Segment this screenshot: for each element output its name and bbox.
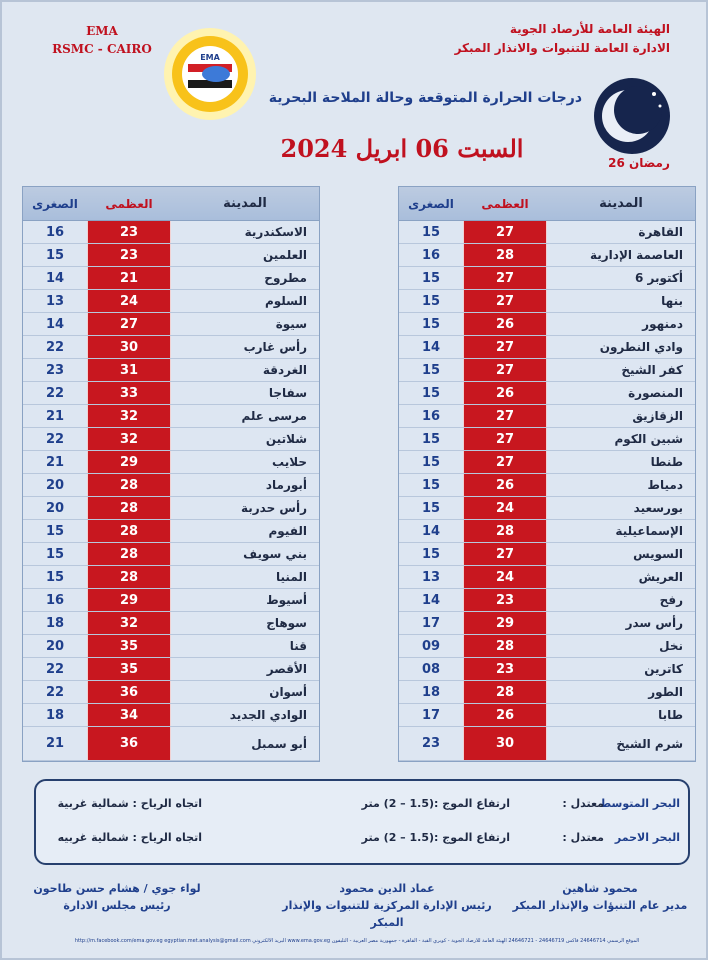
city-name: الطور [648, 685, 683, 699]
min-temp: 17 [421, 615, 441, 631]
header-min: الصغرى [408, 196, 454, 211]
table-row [399, 267, 695, 290]
signatory-name: محمود شاهين [562, 882, 638, 895]
city-name: العاصمة الإدارية [589, 248, 683, 262]
header-max: العظمى [105, 196, 153, 211]
max-temp: 26 [463, 313, 547, 335]
max-temp: 27 [463, 543, 547, 565]
min-temp: 16 [421, 408, 441, 424]
max-temp: 28 [463, 681, 547, 703]
city-name: الأقصر [266, 662, 307, 676]
max-temp: 28 [87, 520, 171, 542]
hijri-date: 26 رمضان [608, 156, 670, 170]
sea-name: البحر الاحمر [614, 831, 680, 844]
max-temp: 23 [87, 221, 171, 243]
table-row [399, 290, 695, 313]
crescent-moon-icon [592, 76, 672, 156]
ema-logo-icon [162, 26, 258, 122]
max-temp: 23 [463, 658, 547, 680]
min-temp: 15 [421, 477, 441, 493]
max-temp: 30 [463, 727, 547, 760]
min-temp: 13 [421, 569, 441, 585]
city-name: المنصورة [628, 386, 683, 400]
table-row [399, 612, 695, 635]
max-temp: 36 [87, 727, 171, 760]
table-row [23, 635, 319, 658]
table-row [23, 405, 319, 428]
city-name: طنطا [650, 455, 683, 469]
max-temp: 28 [87, 566, 171, 588]
table-row [399, 451, 695, 474]
city-name: مرسى علم [241, 409, 307, 423]
city-name: وادي النطرون [599, 340, 683, 354]
min-temp: 15 [421, 224, 441, 240]
min-temp: 22 [45, 339, 65, 355]
min-temp: 15 [421, 362, 441, 378]
wave-height: ارتفاع الموج :(1.5 – 2) متر [361, 797, 510, 810]
table-row [23, 497, 319, 520]
min-temp: 20 [45, 500, 65, 516]
sea-state: : معتدل [562, 797, 604, 810]
max-temp: 26 [463, 474, 547, 496]
table-row [23, 451, 319, 474]
table-row [399, 566, 695, 589]
city-name: سيوة [275, 317, 307, 331]
min-temp: 15 [45, 569, 65, 585]
table-row [23, 589, 319, 612]
table-header [399, 187, 695, 221]
min-temp: 14 [45, 270, 65, 286]
city-name: رأس حدربة [240, 501, 307, 515]
min-temp: 15 [421, 546, 441, 562]
city-name: رأس غارب [243, 340, 307, 354]
min-temp: 15 [421, 431, 441, 447]
bulletin-date: السبت 06 ابريل 2024 [280, 134, 524, 163]
city-name: الزقازيق [632, 409, 683, 423]
min-temp: 15 [45, 523, 65, 539]
city-name: قنا [289, 639, 307, 653]
min-temp: 15 [421, 316, 441, 332]
max-temp: 35 [87, 635, 171, 657]
table-row [399, 589, 695, 612]
city-name: شبين الكوم [614, 432, 683, 446]
org-acronym: EMA [86, 24, 118, 38]
table-row [23, 313, 319, 336]
city-name: الفيوم [268, 524, 307, 538]
min-temp: 15 [421, 270, 441, 286]
city-name: رفح [659, 593, 683, 607]
min-temp: 22 [45, 385, 65, 401]
table-row [23, 474, 319, 497]
org-arabic-name [370, 20, 670, 58]
table-row [23, 520, 319, 543]
city-name: الاسكندرية [244, 225, 307, 239]
signatory-name: عماد الدين محمود [339, 882, 435, 895]
max-temp: 28 [463, 635, 547, 657]
max-temp: 23 [87, 244, 171, 266]
signatory-role: مدير عام التنبؤات والإنذار المبكر [512, 899, 688, 912]
forecast-table-right [398, 186, 696, 762]
max-temp: 27 [463, 267, 547, 289]
min-temp: 14 [421, 592, 441, 608]
city-name: المنيا [276, 570, 307, 584]
min-temp: 22 [45, 431, 65, 447]
max-temp: 27 [463, 451, 547, 473]
city-name: رأس سدر [625, 616, 683, 630]
table-row [23, 658, 319, 681]
contact-footer: http://m.facebook.com/ema.gov.eg egyptian.met.analysis@gmail.com البريد الالكتروني www.ema.gov.eg الموقع الرسمي 24646714 فاكس 24646719 - 24646721 الهيئة العامة للأرصاد الجوية - كوبري القبة - القاهرة - جمهورية مصر العربية - التليفون [74, 938, 640, 944]
wind-direction: اتجاه الرياح : شمالية غربيه [57, 831, 202, 844]
city-name: طابا [658, 708, 683, 722]
table-row [399, 543, 695, 566]
table-row [399, 520, 695, 543]
min-temp: 15 [421, 454, 441, 470]
city-name: العريش [638, 570, 683, 584]
table-row [23, 221, 319, 244]
signature-central-director [272, 880, 502, 931]
table-row [399, 382, 695, 405]
city-name: بنها [661, 294, 683, 308]
org-english-name [42, 22, 162, 58]
max-temp: 27 [463, 290, 547, 312]
city-name: بورسعيد [633, 501, 683, 515]
min-temp: 15 [421, 500, 441, 516]
city-name: كفر الشيخ [621, 363, 683, 377]
max-temp: 27 [463, 428, 547, 450]
min-temp: 13 [45, 293, 65, 309]
city-name: العلمين [262, 248, 307, 262]
table-row [399, 405, 695, 428]
min-temp: 21 [45, 408, 65, 424]
max-temp: 35 [87, 658, 171, 680]
min-temp: 22 [45, 684, 65, 700]
min-temp: 14 [421, 339, 441, 355]
city-name: حلايب [272, 455, 307, 469]
max-temp: 29 [463, 612, 547, 634]
table-row [23, 267, 319, 290]
city-name: 6 أكتوبر [634, 271, 683, 285]
min-temp: 14 [45, 316, 65, 332]
min-temp: 20 [45, 638, 65, 654]
min-temp: 20 [45, 477, 65, 493]
city-name: أسوان [269, 685, 307, 699]
min-temp: 16 [45, 592, 65, 608]
min-temp: 09 [421, 638, 441, 654]
table-row [23, 428, 319, 451]
city-name: كاترين [644, 662, 683, 676]
table-row [399, 244, 695, 267]
max-temp: 32 [87, 428, 171, 450]
table-row [399, 336, 695, 359]
max-temp: 36 [87, 681, 171, 703]
org-name: الهيئة العامة للأرصاد الجوية [509, 22, 670, 36]
min-temp: 23 [45, 362, 65, 378]
min-temp: 15 [421, 385, 441, 401]
max-temp: 28 [463, 244, 547, 266]
city-name: الغردقة [262, 363, 307, 377]
table-row [399, 635, 695, 658]
table-row [23, 727, 319, 761]
header-min: الصغرى [32, 196, 78, 211]
table-row [23, 359, 319, 382]
header-max: العظمى [481, 196, 529, 211]
max-temp: 28 [87, 474, 171, 496]
min-temp: 17 [421, 707, 441, 723]
city-name: السلوم [264, 294, 307, 308]
org-department: الادارة العامة للتنبوات والانذار المبكر [454, 41, 670, 55]
sea-row-mediterranean [36, 797, 688, 817]
max-temp: 27 [463, 221, 547, 243]
max-temp: 32 [87, 612, 171, 634]
city-name: الوادي الجديد [229, 708, 307, 722]
city-name: دمنهور [642, 317, 683, 331]
max-temp: 31 [87, 359, 171, 381]
table-row [399, 658, 695, 681]
min-temp: 16 [45, 224, 65, 240]
min-temp: 15 [45, 546, 65, 562]
city-name: أبورماد [265, 478, 307, 492]
signatory-name: لواء جوي / هشام حسن طاحون [33, 882, 201, 895]
table-row [23, 336, 319, 359]
city-name: شرم الشيخ [616, 736, 683, 751]
sea-conditions-box [34, 779, 690, 865]
min-temp: 15 [45, 247, 65, 263]
min-temp: 08 [421, 661, 441, 677]
table-row [23, 543, 319, 566]
sea-name: البحر المتوسط [599, 797, 680, 810]
max-temp: 28 [87, 497, 171, 519]
table-row [23, 612, 319, 635]
sea-state: : معتدل [562, 831, 604, 844]
table-row [399, 497, 695, 520]
table-row [399, 474, 695, 497]
header-city: المدينة [599, 196, 643, 211]
signature-chairman [32, 880, 202, 914]
table-row [399, 727, 695, 761]
wind-direction: اتجاه الرياح : شمالية غربية [57, 797, 202, 810]
table-row [23, 290, 319, 313]
min-temp: 18 [45, 707, 65, 723]
city-name: مطروح [264, 271, 307, 285]
org-center: RSMC - CAIRO [52, 42, 152, 56]
max-temp: 27 [463, 359, 547, 381]
min-temp: 22 [45, 661, 65, 677]
max-temp: 34 [87, 704, 171, 726]
max-temp: 32 [87, 405, 171, 427]
max-temp: 29 [87, 589, 171, 611]
table-row [399, 359, 695, 382]
max-temp: 33 [87, 382, 171, 404]
table-row [399, 704, 695, 727]
sea-row-red-sea [36, 831, 688, 851]
table-row [23, 681, 319, 704]
city-name: أبو سمبل [251, 736, 307, 751]
max-temp: 23 [463, 589, 547, 611]
table-row [23, 704, 319, 727]
max-temp: 24 [463, 566, 547, 588]
city-name: نخل [659, 639, 683, 653]
min-temp: 23 [421, 736, 441, 751]
min-temp: 18 [421, 684, 441, 700]
max-temp: 30 [87, 336, 171, 358]
min-temp: 15 [421, 293, 441, 309]
city-name: سوهاج [266, 616, 307, 630]
max-temp: 27 [463, 405, 547, 427]
table-row [23, 244, 319, 267]
table-row [399, 221, 695, 244]
forecast-table-left [22, 186, 320, 762]
min-temp: 18 [45, 615, 65, 631]
header-city: المدينة [223, 196, 267, 211]
city-name: دمياط [647, 478, 683, 492]
city-name: شلاتين [265, 432, 307, 446]
max-temp: 21 [87, 267, 171, 289]
city-name: الإسماعيلية [615, 524, 683, 538]
city-name: السويس [633, 547, 683, 561]
max-temp: 28 [463, 520, 547, 542]
min-temp: 21 [45, 736, 65, 751]
table-header [23, 187, 319, 221]
signatory-role: رئيس مجلس الادارة [63, 899, 171, 912]
city-name: أسيوط [266, 593, 307, 607]
logo-label: EMA [200, 53, 220, 62]
min-temp: 21 [45, 454, 65, 470]
max-temp: 28 [87, 543, 171, 565]
min-temp: 16 [421, 247, 441, 263]
max-temp: 29 [87, 451, 171, 473]
max-temp: 27 [87, 313, 171, 335]
table-row [23, 566, 319, 589]
city-name: بني سويف [243, 547, 307, 561]
signature-forecast-director [510, 880, 690, 914]
city-name: سفاجا [268, 386, 307, 400]
signatory-role: رئيس الإدارة المركزية للتنبوات والإنذار المبكر [282, 899, 492, 929]
max-temp: 26 [463, 704, 547, 726]
bulletin-subtitle: درجات الحرارة المتوقعة وحالة الملاحة البحرية [268, 90, 582, 106]
max-temp: 24 [87, 290, 171, 312]
signatures [22, 880, 690, 929]
max-temp: 26 [463, 382, 547, 404]
table-row [399, 681, 695, 704]
max-temp: 24 [463, 497, 547, 519]
wave-height: ارتفاع الموج :(1.5 – 2) متر [361, 831, 510, 844]
table-row [23, 382, 319, 405]
table-row [399, 428, 695, 451]
city-name: القاهرة [638, 225, 683, 239]
max-temp: 27 [463, 336, 547, 358]
min-temp: 14 [421, 523, 441, 539]
table-row [399, 313, 695, 336]
